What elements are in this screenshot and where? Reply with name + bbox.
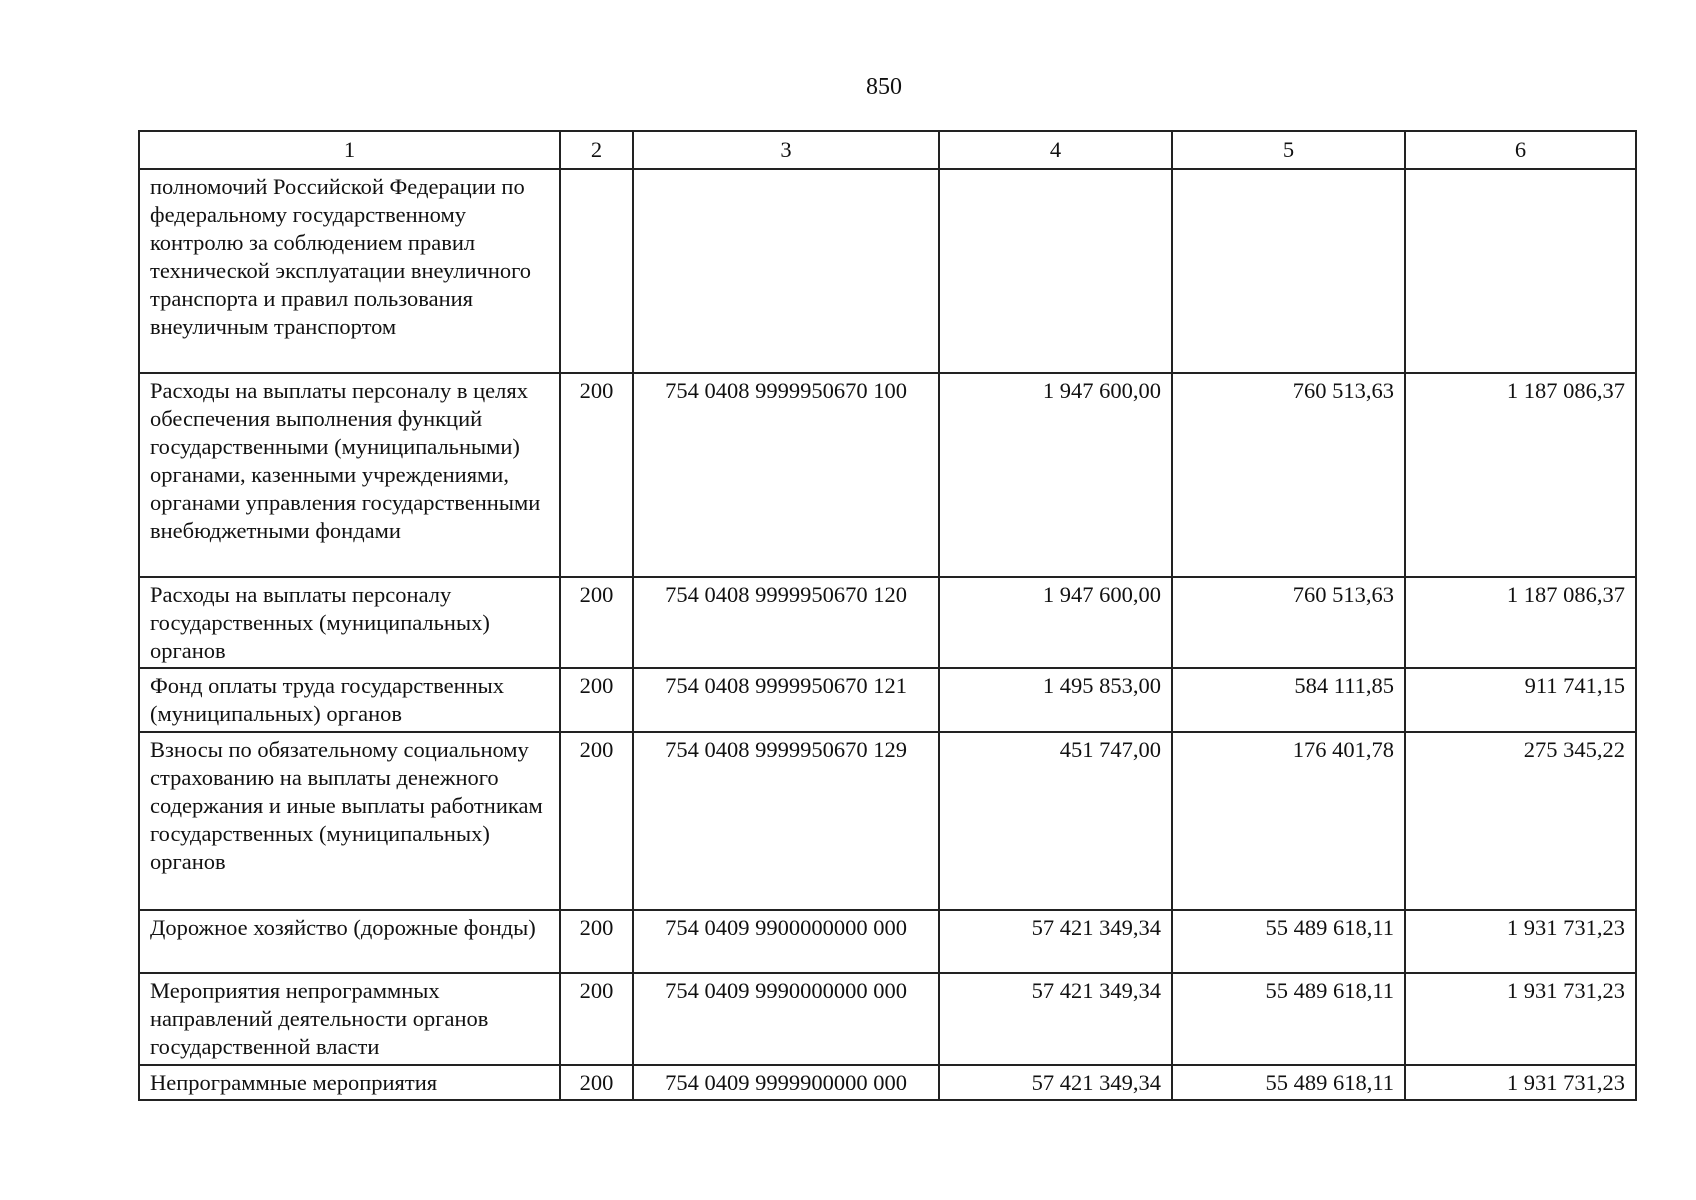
column-header: 4 xyxy=(939,131,1172,169)
page-number: 850 xyxy=(866,74,902,100)
row-code xyxy=(560,169,633,373)
table-row xyxy=(139,732,1636,910)
table-row xyxy=(139,668,1636,732)
row-name: Дорожное хозяйство (дорожные фонды) xyxy=(139,910,560,973)
row-executed: 55 489 618,11 xyxy=(1172,1065,1405,1100)
row-classification: 754 0408 9999950670 120 xyxy=(633,577,939,668)
row-code: 200 xyxy=(560,973,633,1065)
table-row xyxy=(139,910,1636,973)
row-code: 200 xyxy=(560,732,633,910)
row-executed: 55 489 618,11 xyxy=(1172,973,1405,1065)
row-executed: 760 513,63 xyxy=(1172,373,1405,577)
column-header: 3 xyxy=(633,131,939,169)
row-classification: 754 0409 9900000000 000 xyxy=(633,910,939,973)
column-header: 5 xyxy=(1172,131,1405,169)
row-classification: 754 0408 9999950670 121 xyxy=(633,668,939,732)
row-remainder: 1 187 086,37 xyxy=(1405,373,1636,577)
row-classification: 754 0409 9999900000 000 xyxy=(633,1065,939,1100)
row-name: полномочий Российской Федерации по федеральному государственному контролю за соблюдением правил технической эксплуатации внеуличного транспорта и правил пользования внеуличным транспортом xyxy=(139,169,560,373)
row-name: Расходы на выплаты персоналу в целях обеспечения выполнения функций государственными (муниципальными) органами, казенными учреждениями, органами управления государственными внебюджетными фондами xyxy=(139,373,560,577)
row-remainder: 1 187 086,37 xyxy=(1405,577,1636,668)
row-remainder: 1 931 731,23 xyxy=(1405,910,1636,973)
row-name: Фонд оплаты труда государственных (муниципальных) органов xyxy=(139,668,560,732)
row-approved: 1 947 600,00 xyxy=(939,577,1172,668)
row-code: 200 xyxy=(560,668,633,732)
row-name: Взносы по обязательному социальному страхованию на выплаты денежного содержания и иные выплаты работникам государственных (муниципальных) органов xyxy=(139,732,560,910)
row-code: 200 xyxy=(560,577,633,668)
row-classification xyxy=(633,169,939,373)
column-header: 6 xyxy=(1405,131,1636,169)
row-code: 200 xyxy=(560,373,633,577)
budget-table xyxy=(138,130,1637,1101)
table-row xyxy=(139,169,1636,373)
row-classification: 754 0409 9990000000 000 xyxy=(633,973,939,1065)
row-name: Расходы на выплаты персоналу государственных (муниципальных) органов xyxy=(139,577,560,668)
row-executed: 760 513,63 xyxy=(1172,577,1405,668)
column-header: 2 xyxy=(560,131,633,169)
row-remainder: 911 741,15 xyxy=(1405,668,1636,732)
row-remainder: 1 931 731,23 xyxy=(1405,973,1636,1065)
row-approved: 1 495 853,00 xyxy=(939,668,1172,732)
row-code: 200 xyxy=(560,910,633,973)
row-remainder: 275 345,22 xyxy=(1405,732,1636,910)
column-header: 1 xyxy=(139,131,560,169)
row-classification: 754 0408 9999950670 129 xyxy=(633,732,939,910)
row-code: 200 xyxy=(560,1065,633,1100)
row-approved: 57 421 349,34 xyxy=(939,1065,1172,1100)
header-row xyxy=(139,131,1636,169)
row-executed: 176 401,78 xyxy=(1172,732,1405,910)
row-executed xyxy=(1172,169,1405,373)
table-row xyxy=(139,1065,1636,1100)
row-executed: 584 111,85 xyxy=(1172,668,1405,732)
row-remainder xyxy=(1405,169,1636,373)
table-row xyxy=(139,373,1636,577)
row-approved: 451 747,00 xyxy=(939,732,1172,910)
row-approved xyxy=(939,169,1172,373)
row-name: Мероприятия непрограммных направлений деятельности органов государственной власти xyxy=(139,973,560,1065)
row-approved: 1 947 600,00 xyxy=(939,373,1172,577)
row-remainder: 1 931 731,23 xyxy=(1405,1065,1636,1100)
table-row xyxy=(139,577,1636,668)
row-approved: 57 421 349,34 xyxy=(939,973,1172,1065)
table-row xyxy=(139,973,1636,1065)
row-name: Непрограммные мероприятия xyxy=(139,1065,560,1100)
row-approved: 57 421 349,34 xyxy=(939,910,1172,973)
row-classification: 754 0408 9999950670 100 xyxy=(633,373,939,577)
row-executed: 55 489 618,11 xyxy=(1172,910,1405,973)
